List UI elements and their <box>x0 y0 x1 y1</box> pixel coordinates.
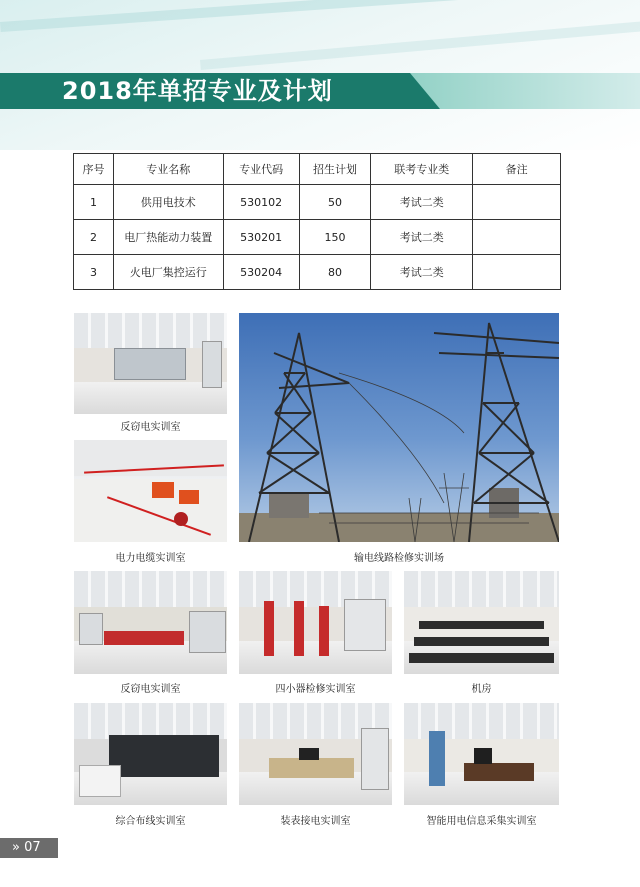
photo-caption: 输电线路检修实训场 <box>354 553 444 564</box>
column-header: 专业名称 <box>113 154 223 185</box>
photo-meter-installation-lab <box>239 703 392 805</box>
photo-caption: 智能用电信息采集实训室 <box>426 816 537 827</box>
photo-power-cable-lab <box>74 440 227 542</box>
table-cell: 150 <box>299 220 371 255</box>
table-cell <box>473 255 561 290</box>
table-cell: 供用电技术 <box>113 185 223 220</box>
column-header: 招生计划 <box>299 154 371 185</box>
table-row <box>74 255 561 290</box>
photo-small-appliance-lab <box>239 571 392 674</box>
table-cell: 1 <box>74 185 114 220</box>
table-cell: 80 <box>299 255 371 290</box>
photo-transmission-line-field <box>239 313 559 542</box>
page-title: 2018年单招专业及计划 <box>62 77 333 105</box>
table-cell: 3 <box>74 255 114 290</box>
photo-caption: 机房 <box>471 684 492 695</box>
column-header: 联考专业类 <box>371 154 473 185</box>
table-cell <box>473 185 561 220</box>
table-cell: 火电厂集控运行 <box>113 255 223 290</box>
table-row <box>74 185 561 220</box>
column-header: 专业代码 <box>223 154 299 185</box>
photo-caption: 四小器检修实训室 <box>275 684 356 695</box>
table-cell: 考试二类 <box>371 255 473 290</box>
photo-caption: 综合布线实训室 <box>115 816 186 827</box>
table-row <box>74 220 561 255</box>
photo-caption: 反窃电实训室 <box>120 684 181 695</box>
column-header: 序号 <box>74 154 114 185</box>
table-cell: 考试二类 <box>371 220 473 255</box>
photo-anti-theft-lab <box>74 313 227 414</box>
enrollment-plan-table <box>73 153 561 290</box>
table-cell: 530204 <box>223 255 299 290</box>
photo-integrated-wiring-lab <box>74 703 227 805</box>
table-header-row <box>74 154 561 185</box>
table-cell: 50 <box>299 185 371 220</box>
photo-caption: 反窃电实训室 <box>120 422 181 433</box>
photo-smart-metering-lab <box>404 703 559 805</box>
table-cell: 530102 <box>223 185 299 220</box>
photo-computer-room <box>404 571 559 674</box>
page-number: » 07 <box>0 838 58 858</box>
transmission-towers-illustration <box>239 313 559 542</box>
table-cell: 530201 <box>223 220 299 255</box>
table-cell: 考试二类 <box>371 185 473 220</box>
table-cell: 电厂热能动力装置 <box>113 220 223 255</box>
photo-caption: 装表接电实训室 <box>280 816 351 827</box>
photo-anti-theft-lab-2 <box>74 571 227 674</box>
column-header: 备注 <box>473 154 561 185</box>
table-cell <box>473 220 561 255</box>
photo-caption: 电力电缆实训室 <box>115 553 186 564</box>
table-cell: 2 <box>74 220 114 255</box>
